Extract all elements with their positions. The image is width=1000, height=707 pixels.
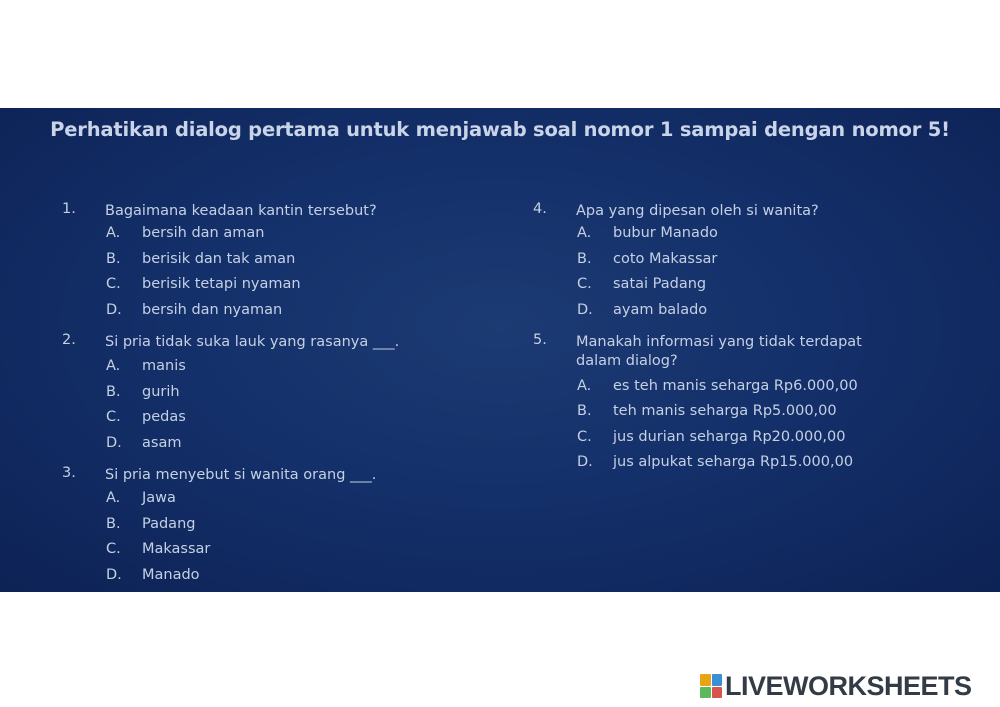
- question-number: 5.: [533, 332, 547, 348]
- question-number: 4.: [533, 201, 547, 217]
- liveworksheets-logo: [700, 672, 972, 700]
- question-number: 1.: [62, 201, 76, 217]
- logo-text: LIVEWORKSHEETS: [725, 670, 972, 701]
- liveworksheets-icon: [700, 674, 722, 698]
- question-text: Apa yang dipesan oleh si wanita?: [576, 203, 819, 219]
- question-slide: Perhatikan dialog pertama untuk menjawab soal nomor 1 sampai dengan nomor 5! 1. Bagaimana keadaan kantin tersebut? A. bersih dan aman B. berisik dan tak aman C. berisik tetapi nyaman D. bersih dan nyaman 2. Si pria tidak suka lauk yang rasanya ___. A. manis B. gurih C. pedas D. asam 3. Si pria menyebut si wanita orang ___. A. Jawa B. Padang C. Makassar D. Manado 4. Apa yang dipesan oleh si wanita? A. bubur Manado B. coto Makassar C. satai Padang D. ayam balado 5. Manakah informasi yang tidak terdapat dalam dialog? A. es teh manis seharga Rp6.000,00 B. teh manis seharga Rp5.000,00 C. jus durian seharga Rp20.000,00 D. jus alpukat seharga Rp15.000,00: [0, 108, 1000, 592]
- question-text: Si pria tidak suka lauk yang rasanya ___.: [105, 334, 400, 350]
- page-title: Perhatikan dialog pertama untuk menjawab soal nomor 1 sampai dengan nomor 5!: [50, 118, 950, 141]
- question-text-line-1: Manakah informasi yang tidak terdapat: [576, 334, 862, 350]
- question-text-line-2: dalam dialog?: [576, 353, 678, 369]
- question-text: Si pria menyebut si wanita orang ___.: [105, 467, 377, 483]
- question-text: Bagaimana keadaan kantin tersebut?: [105, 203, 377, 219]
- question-number: 3.: [62, 465, 76, 481]
- question-number: 2.: [62, 332, 76, 348]
